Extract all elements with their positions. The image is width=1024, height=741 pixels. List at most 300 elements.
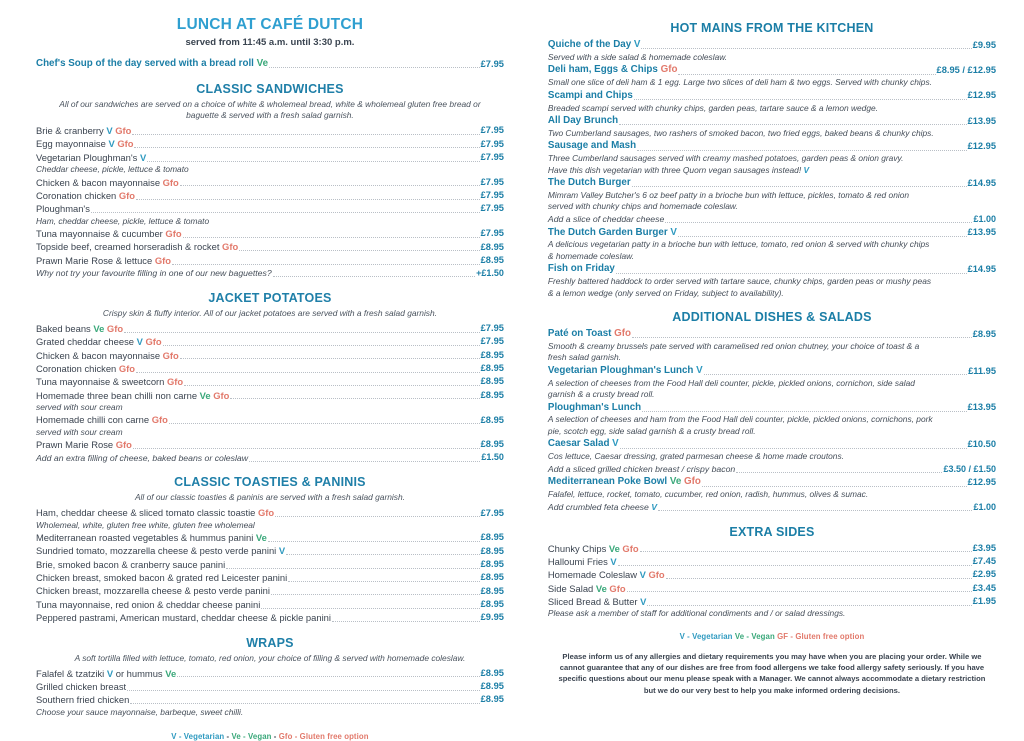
leader-dots — [230, 398, 479, 399]
menu-item — [36, 202, 504, 215]
menu-item — [548, 401, 996, 415]
leader-dots — [678, 236, 967, 237]
legend-vegan: Ve - Vegan — [734, 631, 775, 641]
legend-glutenfree: GF - Gluten free option — [777, 631, 865, 641]
item-price: £9.95 — [480, 612, 504, 623]
section-title: HOT MAINS FROM THE KITCHEN — [670, 21, 874, 35]
item-price: £8.95 — [480, 585, 504, 596]
leader-dots — [136, 199, 480, 200]
menu-item — [548, 437, 996, 451]
leader-dots — [647, 605, 971, 606]
item-name: Scampi and Chips — [547, 89, 633, 101]
item-name-group — [36, 598, 260, 611]
menu-item — [36, 693, 504, 706]
leader-dots — [147, 161, 479, 162]
menu-item — [36, 176, 504, 189]
item-name-group — [548, 582, 626, 595]
leader-dots — [163, 345, 480, 346]
item-price: £9.95 — [972, 39, 996, 50]
menu-item — [548, 226, 996, 240]
leader-dots — [130, 703, 479, 704]
item-name-group — [36, 335, 162, 348]
item-price: £7.95 — [480, 203, 504, 214]
item-name: Coronation chicken — [36, 189, 119, 201]
item-price: £1.00 — [973, 501, 996, 512]
glutenfree-marker: Gfo — [660, 64, 678, 76]
item-name-group — [36, 438, 132, 451]
allergy-disclaimer: Please inform us of any allergies and dietary requirements you may have when you are placing your order. While we cannot guarantee that any of our dishes are free from food allergens we take food allergy safety seriously. If you have specific questions about our menu please speak with a Manager. We cannot always accommodate a dietary restriction but we do our very best to help you make informed ordering decisions. — [558, 651, 986, 695]
glutenfree-marker: Gfo — [619, 542, 639, 554]
leader-dots — [632, 337, 972, 338]
item-description: Freshly battered haddock to order served with tartare sauce, chunky chips, garden peas or mushy peas — [547, 276, 932, 287]
leader-dots — [640, 551, 972, 552]
legend-left: V - Vegetarian - Ve - Vegan - Gfo - Gluten free option — [171, 732, 369, 741]
menu-item — [36, 267, 504, 280]
item-name-group — [36, 254, 171, 267]
item-price: £7.95 — [480, 323, 504, 334]
item-price: £12.95 — [967, 477, 996, 488]
glutenfree-marker: Gfo — [118, 189, 136, 201]
menu-item — [36, 438, 504, 451]
item-name: Mediterranean roasted vegetables & hummus panini — [36, 532, 256, 544]
menu-item — [36, 451, 504, 464]
glutenfree-marker: Gfo — [154, 254, 171, 266]
item-price: £13.95 — [967, 227, 996, 238]
section-note: Crispy skin & fluffy interior. All of our jacket potatoes are served with a fresh salad garnish. — [102, 307, 437, 318]
menu-item — [548, 568, 996, 581]
right-sections — [548, 21, 996, 620]
item-name: Deli ham, Eggs & Chips — [547, 64, 661, 76]
item-price: £1.95 — [972, 596, 996, 607]
item-name-group — [36, 267, 272, 279]
right-column — [532, 10, 996, 718]
menu-item — [36, 137, 504, 150]
item-name: Prawn Marie Rose & lettuce — [36, 254, 155, 266]
leader-dots — [127, 690, 479, 691]
item-description: Breaded scampi served with chunky chips, garden peas, tartare sauce & a lemon wedge. — [547, 102, 878, 113]
leader-dots — [91, 212, 480, 213]
item-description: Three Cumberland sausages served with creamy mashed potatoes, garden peas & onion gravy. — [547, 153, 904, 164]
item-description: & homemade coleslaw. — [547, 250, 635, 261]
item-price: £2.95 — [972, 569, 996, 580]
item-name-group — [548, 226, 677, 240]
item-price: £7.95 — [480, 125, 504, 136]
glutenfree-marker: Gfo — [151, 414, 168, 426]
leader-dots — [665, 222, 972, 223]
item-description: Smooth & creamy brussels pate served with caramelised red onion chutney, your choice of toast & a — [547, 340, 920, 351]
item-name: Tuna mayonnaise, red onion & cheddar cheese panini — [36, 598, 261, 610]
item-price: £8.95 — [480, 241, 504, 252]
vegetarian-marker: V — [610, 555, 617, 567]
section-note: A soft tortilla filled with lettuce, tomato, red onion, your choice of filling & served with homemade coleslaw. — [74, 652, 466, 663]
item-name-cont: or hummus — [113, 667, 166, 679]
item-name: Vegetarian Ploughman's Lunch — [547, 364, 697, 376]
glutenfree-marker: Gfo — [210, 389, 230, 401]
item-description: served with sour cream — [36, 426, 123, 437]
leader-dots — [678, 74, 935, 75]
item-name-group — [548, 114, 618, 128]
menu-item — [36, 558, 504, 571]
item-price: £8.95 — [480, 598, 504, 609]
vegan-marker: Ve — [93, 322, 105, 334]
item-price: £8.95 — [972, 328, 996, 339]
item-name-group — [548, 501, 657, 513]
glutenfree-marker: Gfo — [606, 582, 626, 594]
menu-item — [36, 413, 504, 426]
item-price: £8.95 — [480, 681, 504, 692]
item-name: Tuna mayonnaise & sweetcorn — [36, 376, 167, 388]
menu-item — [36, 254, 504, 267]
leader-dots — [183, 237, 480, 238]
leader-dots — [239, 250, 479, 251]
section-note: All of our classic toasties & paninis are served with a fresh salad garnish. — [134, 492, 405, 503]
section-title: CLASSIC SANDWICHES — [196, 81, 344, 96]
item-name-group — [36, 389, 229, 402]
vegetarian-marker: V — [106, 125, 113, 137]
item-name: The Dutch Garden Burger — [547, 226, 671, 238]
menu-item — [36, 375, 504, 388]
item-name: Ploughman's — [36, 203, 90, 215]
section-title: JACKET POTATOES — [208, 290, 332, 305]
menu-item — [548, 114, 996, 128]
item-description: Two Cumberland sausages, two rashers of smoked bacon, two fried eggs, baked beans & chunky chips. — [547, 127, 934, 138]
item-name-group — [36, 680, 126, 693]
menu-item — [548, 595, 996, 608]
section-title: WRAPS — [246, 635, 294, 650]
item-name-group — [548, 176, 631, 190]
menu-item — [548, 139, 996, 153]
item-name-group — [548, 364, 703, 378]
item-name: Sundried tomato, mozzarella cheese & pesto verde panini — [36, 545, 279, 557]
leader-dots — [172, 264, 480, 265]
item-name: Add a sliced grilled chicken breast / crispy bacon — [547, 464, 736, 475]
item-description: Have this dish vegetarian with three Quorn vegan sausages instead! V — [547, 164, 810, 175]
item-description: Small one slice of deli ham & 1 egg. Large two slices of deli ham & two eggs. Served with chunky chips. — [547, 77, 932, 88]
menu-item — [36, 389, 504, 402]
item-name-group — [548, 475, 701, 489]
vegan-marker: Ve — [595, 582, 607, 594]
legend-vegan: Ve - Vegan — [231, 732, 272, 741]
menu-item — [548, 463, 996, 476]
item-name-group — [548, 555, 617, 568]
menu-item — [36, 680, 504, 693]
item-description: Ham, cheddar cheese, pickle, lettuce & tomato — [36, 215, 210, 226]
leader-dots — [269, 67, 480, 68]
section-title: ADDITIONAL DISHES & SALADS — [672, 310, 872, 325]
item-name-group — [548, 327, 631, 341]
leader-dots — [261, 608, 479, 609]
item-price: £8.95 — [480, 363, 504, 374]
item-name-group — [36, 667, 176, 680]
vegetarian-marker: V — [639, 569, 646, 581]
item-name-group — [548, 262, 615, 276]
item-description: A delicious vegetarian patty in a brioche bun with lettuce, tomato, red onion & served with chunky chips — [547, 239, 930, 250]
item-price: £7.95 — [480, 507, 504, 518]
glutenfree-marker: Gfo — [645, 569, 665, 581]
glutenfree-marker: Gfo — [162, 176, 179, 188]
vegan-marker: Ve — [255, 532, 267, 544]
vegetarian-marker: V — [651, 502, 658, 513]
item-name: Chicken & bacon mayonnaise — [36, 349, 163, 361]
leader-dots — [619, 124, 966, 125]
item-price: £8.95 — [480, 572, 504, 583]
leader-dots — [641, 48, 971, 49]
item-name: Vegetarian Ploughman's — [36, 151, 140, 163]
left-column — [36, 10, 504, 741]
item-name-group — [36, 189, 135, 202]
menu-item — [548, 555, 996, 568]
glutenfree-marker: Gfo — [142, 336, 162, 348]
item-name-group — [36, 362, 135, 375]
menu-item — [36, 151, 504, 164]
item-description: Cheddar cheese, pickle, lettuce & tomato — [36, 164, 189, 175]
menu-item — [36, 584, 504, 597]
item-name-group — [548, 63, 678, 77]
glutenfree-marker: Gfo — [114, 138, 134, 150]
item-price: £14.95 — [967, 177, 996, 188]
left-sections — [36, 82, 504, 718]
item-name: Add crumbled feta cheese — [547, 502, 652, 513]
item-name-group — [36, 531, 267, 544]
item-name: Add an extra filling of cheese, baked beans or coleslaw — [36, 452, 249, 463]
item-name: The Dutch Burger — [547, 177, 631, 189]
item-name-group — [36, 176, 179, 189]
item-name-group — [36, 124, 131, 137]
item-description: served with sour cream — [36, 401, 123, 412]
vegan-marker: Ve — [256, 58, 269, 69]
menu-item — [36, 611, 504, 624]
item-name-group — [548, 38, 641, 52]
glutenfree-marker: Gfo — [681, 476, 701, 488]
glutenfree-marker: Gfo — [162, 349, 179, 361]
section-title: EXTRA SIDES — [729, 524, 815, 539]
item-name-group — [548, 595, 647, 608]
glutenfree-marker: Gfo — [115, 439, 132, 451]
item-name: Halloumi Fries — [547, 555, 611, 567]
vegan-marker: Ve — [669, 476, 682, 488]
item-name: Side Salad — [547, 582, 596, 594]
item-name-group — [36, 544, 285, 557]
vegetarian-marker: V — [633, 39, 641, 50]
item-name-group — [36, 584, 270, 597]
item-price: £8.95 — [480, 439, 504, 450]
vegetarian-marker: V — [139, 151, 147, 163]
leader-dots — [275, 516, 480, 517]
item-description: Served with a side salad & homemade coleslaw. — [547, 51, 728, 62]
menu-item — [36, 544, 504, 557]
item-price: £7.95 — [480, 176, 504, 187]
item-price: £13.95 — [967, 115, 996, 126]
item-description: garnish & a crusty bread roll. — [547, 389, 655, 400]
item-name-group — [548, 213, 664, 225]
menu-item — [36, 531, 504, 544]
item-name: Add a slice of cheddar cheese — [547, 214, 665, 225]
leader-dots — [133, 448, 480, 449]
item-name: Topside beef, creamed horseradish & rocket — [36, 241, 223, 253]
item-name: Chicken & bacon mayonnaise — [36, 176, 163, 188]
item-price: £8.95 — [480, 376, 504, 387]
menu-item — [548, 176, 996, 190]
leader-dots — [226, 568, 479, 569]
section-footnote: Please ask a member of staff for additional condiments and / or salad dressings. — [547, 608, 846, 619]
leader-dots — [134, 147, 479, 148]
leader-dots — [620, 448, 967, 449]
item-name-group — [548, 437, 619, 451]
item-price: £7.95 — [480, 138, 504, 149]
item-price: £14.95 — [967, 264, 996, 275]
legend-vegetarian: V - Vegetarian — [679, 631, 733, 641]
item-price: £8.95 — [480, 694, 504, 705]
item-description: Falafel, lettuce, rocket, tomato, cucumber, red onion, radish, hummus, olives & sumac. — [547, 489, 869, 500]
glutenfree-marker: Gfo — [257, 507, 275, 519]
vegetarian-marker: V — [696, 364, 703, 376]
menu-item — [36, 240, 504, 253]
item-name-group — [36, 240, 238, 253]
section-title: CLASSIC TOASTIES & PANINIS — [174, 475, 366, 490]
item-name: Sausage and Mash — [547, 140, 637, 152]
leader-dots — [632, 186, 967, 187]
menu-item — [36, 124, 504, 137]
leader-dots — [627, 591, 972, 592]
vegetarian-marker: V — [612, 438, 619, 450]
leader-dots — [136, 372, 480, 373]
item-price: £7.95 — [480, 190, 504, 201]
menu-item — [36, 571, 504, 584]
item-price: £8.95 / £12.95 — [936, 65, 996, 76]
menu-item — [548, 38, 996, 52]
vegetarian-marker: V — [803, 164, 810, 175]
menu-item — [36, 322, 504, 335]
legend-right — [548, 632, 996, 641]
menu-item-soup — [36, 57, 504, 71]
item-name-group — [548, 542, 639, 555]
leader-dots — [702, 486, 967, 487]
item-price: £7.95 — [480, 228, 504, 239]
menu-item — [548, 63, 996, 77]
item-price: £8.95 — [480, 667, 504, 678]
item-description: & a lemon wedge (only served on Friday, subject to availability). — [547, 287, 784, 298]
item-price: +£1.50 — [476, 268, 504, 279]
menu-item — [548, 501, 996, 514]
item-price: £3.50 / £1.50 — [943, 463, 996, 474]
menu-item — [548, 364, 996, 378]
item-price: £1.00 — [973, 213, 996, 224]
legend-vegetarian: V - Vegetarian — [171, 732, 225, 741]
item-name-group — [36, 413, 168, 426]
glutenfree-marker: Gfo — [118, 362, 136, 374]
menu-item — [36, 362, 504, 375]
page-title: LUNCH AT CAFÉ DUTCH — [176, 16, 364, 33]
leader-dots — [618, 565, 972, 566]
item-name: Chicken breast, smoked bacon & grated red Leicester panini — [36, 572, 288, 584]
glutenfree-marker: Gfo — [166, 376, 184, 388]
item-description: fresh salad garnish. — [547, 352, 621, 363]
item-name-group — [36, 611, 331, 624]
vegetarian-marker: V — [278, 545, 286, 557]
item-price: £7.95 — [480, 336, 504, 347]
menu-item — [36, 506, 504, 519]
vegetarian-marker: V — [106, 667, 114, 679]
item-name-group — [548, 89, 633, 103]
item-price: £3.45 — [972, 582, 996, 593]
item-name-group — [36, 571, 287, 584]
item-name: Coronation chicken — [36, 362, 119, 374]
menu-item — [548, 582, 996, 595]
item-name: Chef's Soup of the day served with a bread roll — [36, 58, 257, 69]
item-name: Brie, smoked bacon & cranberry sauce panini — [36, 558, 226, 570]
item-name-group — [36, 693, 129, 706]
menu-item — [548, 262, 996, 276]
item-name: Egg mayonnaise — [36, 138, 109, 150]
item-name: Why not try your favourite filling in one of our new baguettes? — [36, 268, 272, 279]
leader-dots — [704, 374, 967, 375]
vegetarian-marker: V — [108, 138, 115, 150]
item-name-group — [36, 151, 146, 164]
leader-dots — [288, 581, 479, 582]
item-name-group — [548, 401, 641, 415]
leader-dots — [634, 99, 967, 100]
item-name: Falafel & tzatziki — [36, 667, 107, 679]
page-subtitle: served from 11:45 a.m. until 3:30 p.m. — [185, 37, 355, 48]
menu-item — [548, 213, 996, 226]
leader-dots — [132, 134, 479, 135]
menu-item — [36, 335, 504, 348]
menu-item — [36, 349, 504, 362]
item-name: Homemade Coleslaw — [547, 569, 640, 581]
item-name: Baked beans — [36, 322, 94, 334]
item-price: £8.95 — [480, 349, 504, 360]
item-name: Chunky Chips — [547, 542, 609, 554]
section-footnote: Choose your sauce mayonnaise, barbeque, sweet chilli. — [36, 706, 244, 717]
vegan-marker: Ve — [199, 389, 211, 401]
item-price: £8.95 — [480, 532, 504, 543]
leader-dots — [637, 150, 966, 151]
item-name: Grated cheddar cheese — [36, 336, 137, 348]
item-description: Cos lettuce, Caesar dressing, grated parmesan cheese & home made croutons. — [547, 451, 844, 462]
item-name: Fish on Friday — [547, 263, 615, 275]
item-description: A selection of cheeses from the Food Hall deli counter, pickle, pickled onions, cornichon, side salad — [547, 377, 915, 388]
vegetarian-marker: V — [136, 336, 143, 348]
section-note: All of our sandwiches are served on a choice of white & wholemeal bread, white & wholemeal gluten free bread or baguette & served with a fresh salad garnish. — [59, 98, 481, 120]
item-name: Tuna mayonnaise & cucumber — [36, 228, 166, 239]
item-name: Ploughman's Lunch — [547, 401, 642, 413]
item-price: £12.95 — [967, 141, 996, 152]
item-name: Brie & cranberry — [36, 125, 107, 137]
vegan-marker: Ve — [165, 667, 177, 679]
menu-item — [36, 189, 504, 202]
leader-dots — [736, 472, 942, 473]
item-name: Grilled chicken breast — [36, 680, 127, 692]
item-price: £8.95 — [480, 389, 504, 400]
leader-dots — [169, 423, 480, 424]
glutenfree-marker: Gfo — [222, 241, 239, 253]
glutenfree-marker: Gfo — [112, 125, 132, 137]
item-name: Chicken breast, mozzarella cheese & pesto verde panini — [36, 585, 270, 597]
item-name-group — [548, 568, 665, 581]
item-price: £7.45 — [972, 556, 996, 567]
leader-dots — [124, 332, 480, 333]
glutenfree-marker: Gfo — [104, 322, 124, 334]
item-name: Prawn Marie Rose — [36, 439, 116, 451]
item-name-group — [36, 506, 274, 519]
leader-dots — [271, 594, 480, 595]
item-name-group — [36, 137, 133, 150]
item-price: £8.95 — [480, 545, 504, 556]
item-price: £7.95 — [480, 151, 504, 162]
menu-item — [548, 475, 996, 489]
vegetarian-marker: V — [640, 595, 647, 607]
item-name: All Day Brunch — [547, 114, 619, 126]
